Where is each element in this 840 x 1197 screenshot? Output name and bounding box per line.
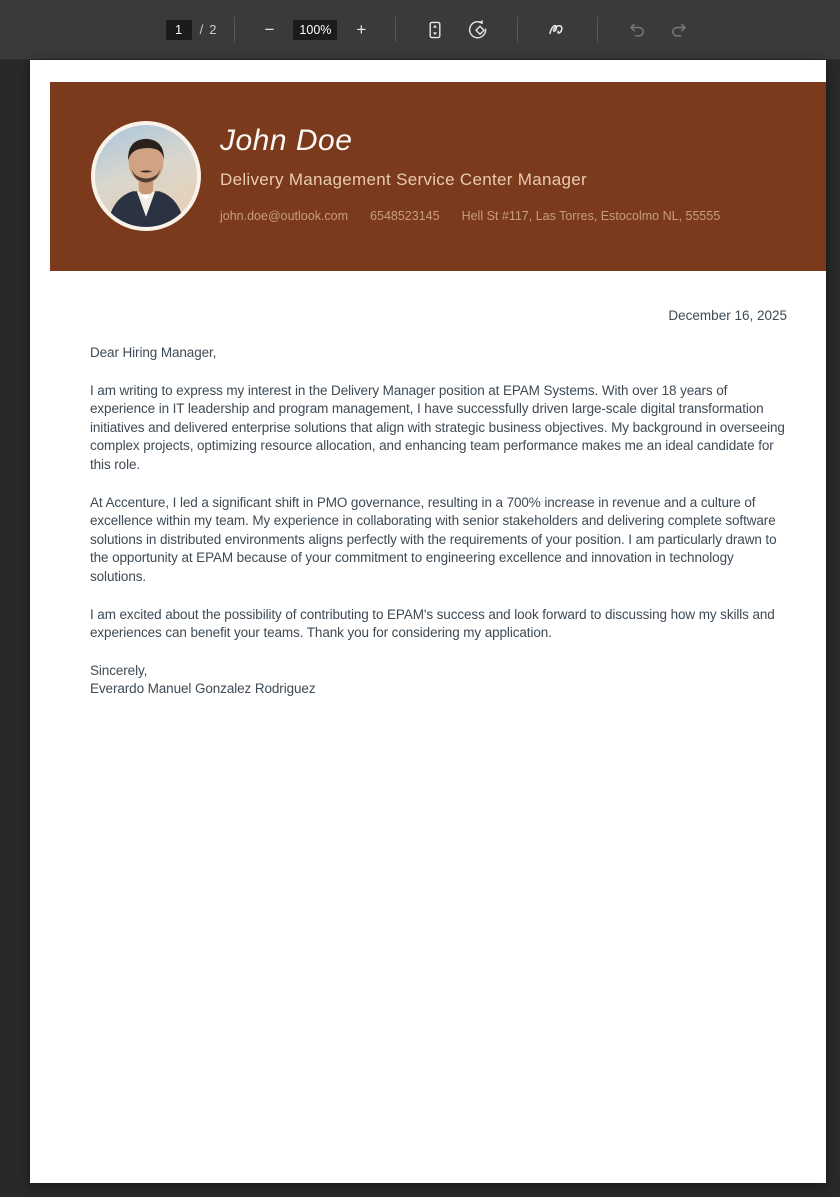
address-text: Hell St #117, Las Torres, Estocolmo NL, 55555 (461, 209, 721, 223)
contact-row (220, 209, 720, 223)
rotate-icon (467, 19, 488, 40)
signature-name: Everardo Manuel Gonzalez Rodriguez (90, 681, 316, 697)
pdf-toolbar (0, 0, 840, 60)
letter-paragraph: I am writing to express my interest in the Delivery Manager position at EPAM Systems. With over 18 years of experience in IT leadership and program management, I have successfully driven large-scale digital transformation initiatives and delivered enterprise solutions that align with strategic business objectives. My background in overseeing complex projects, optimizing resource allocation, and enhancing team performance makes me an ideal candidate for this role. (90, 382, 785, 472)
person-name: John Doe (220, 124, 353, 157)
fit-to-page-button[interactable] (419, 16, 451, 44)
redo-icon (669, 20, 689, 40)
toolbar-divider (395, 17, 396, 42)
undo-button[interactable] (621, 16, 653, 44)
toolbar-divider (234, 17, 235, 42)
closing-text: Sincerely, (90, 662, 148, 678)
profile-photo (91, 121, 201, 231)
letter-paragraph: At Accenture, I led a significant shift in PMO governance, resulting in a 700% increase in revenue and a culture of excellence within my team. My experience in collaborating with senior stakeholders and delivering complete software solutions in distributed environments aligns perfectly with the requirements of your position. I am particularly drawn to the opportunity at EPAM because of your commitment to engineering excellence and innovation in technology solutions. (90, 494, 777, 584)
redo-button[interactable] (663, 16, 695, 44)
closing-block (90, 662, 787, 699)
draw-button[interactable] (541, 15, 574, 44)
undo-icon (627, 20, 647, 40)
page-number-input[interactable] (166, 20, 192, 40)
zoom-out-button[interactable]: − (258, 17, 280, 42)
toolbar-controls (166, 15, 701, 44)
toolbar-divider (597, 17, 598, 42)
zoom-in-button[interactable]: + (350, 17, 372, 42)
document-page (30, 60, 826, 1183)
page-count-label: / 2 (199, 22, 217, 37)
rotate-button[interactable] (461, 15, 494, 44)
cover-letter-body (30, 271, 826, 699)
resume-header (50, 82, 826, 271)
salutation: Dear Hiring Manager, (90, 345, 217, 360)
zoom-level-display: 100% (293, 20, 337, 40)
toolbar-divider (517, 17, 518, 42)
portrait-illustration (95, 125, 197, 227)
phone-text: 6548523145 (370, 209, 440, 223)
fit-to-page-icon (425, 20, 445, 40)
letter-paragraph: I am excited about the possibility of contributing to EPAM's success and look forward to discussing how my skills and experiences can benefit your teams. Thank you for considering my application. (90, 606, 775, 641)
email-text: john.doe@outlook.com (220, 209, 349, 223)
letter-date: December 16, 2025 (668, 308, 787, 323)
person-job-title: Delivery Management Service Center Manager (220, 170, 587, 189)
draw-icon (547, 19, 568, 40)
